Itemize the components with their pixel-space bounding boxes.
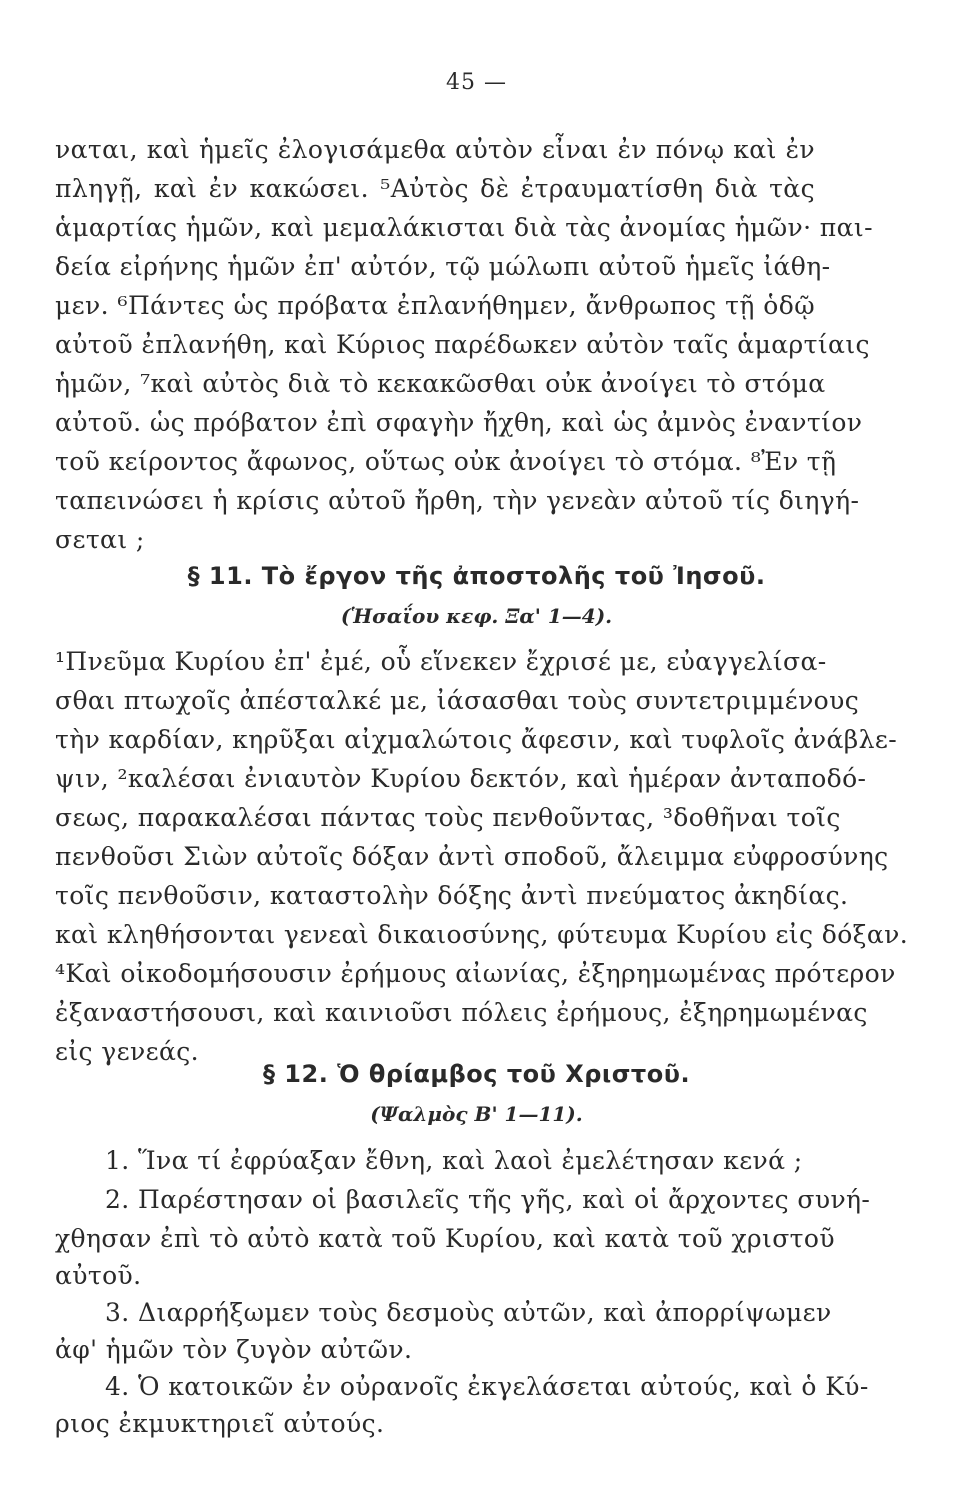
text-line: ⁴Καὶ οἰκοδομήσουσιν ἐρήμους αἰωνίας, ἐξηρημωμένας πρότερον <box>55 959 896 988</box>
text-line: ναται, καὶ ἡμεῖς ἐλογισάμεθα αὐτὸν εἶναι ἐν πόνῳ καὶ ἐν <box>55 135 815 164</box>
text-line: σεται ; <box>55 525 145 554</box>
psalm-verse: 2. Παρέστησαν οἱ βασιλεῖς τῆς γῆς, καὶ οἱ ἄρχοντες συνή- <box>105 1185 871 1214</box>
text-line: πενθοῦσι Σιὼν αὐτοῖς δόξαν ἀντὶ σποδοῦ, ἄλειμμα εὐφροσύνης <box>55 842 889 871</box>
text-line: δεία εἰρήνης ἡμῶν ἐπ' αὐτόν, τῷ μώλωπι αὐτοῦ ἡμεῖς ἰάθη- <box>55 252 831 281</box>
section-reference: (Ἡσαΐου κεφ. Ξα' 1—4). <box>340 604 613 628</box>
text-line: ἡμῶν, ⁷καὶ αὐτὸς διὰ τὸ κεκακῶσθαι οὐκ ἀνοίγει τὸ στόμα <box>55 369 826 398</box>
text-line: αὐτοῦ. <box>55 1261 142 1290</box>
section-heading: § 11. Τὸ ἔργον τῆς ἀποστολῆς τοῦ Ἰησοῦ. <box>187 562 766 590</box>
page-number: 45 — <box>446 70 507 95</box>
text-line: τὴν καρδίαν, κηρῦξαι αἰχμαλώτοις ἄφεσιν, καὶ τυφλοῖς ἀνάβλε- <box>55 725 898 754</box>
text-line: αὐτοῦ ἐπλανήθη, καὶ Κύριος παρέδωκεν αὐτὸν ταῖς ἁμαρτίαις <box>55 330 870 359</box>
psalm-verse: 4. Ὁ κατοικῶν ἐν οὐρανοῖς ἐκγελάσεται αὐτούς, καὶ ὁ Κύ- <box>105 1372 869 1401</box>
text-line: ἐξαναστήσουσι, καὶ καινιοῦσι πόλεις ἐρήμους, ἐξηρημωμένας <box>55 998 868 1027</box>
text-line: ψιν, ²καλέσαι ἐνιαυτὸν Κυρίου δεκτόν, καὶ ἡμέραν ἀνταποδό- <box>55 764 867 793</box>
text-line: ριος ἐκμυκτηριεῖ αὐτούς. <box>55 1409 385 1438</box>
text-line: χθησαν ἐπὶ τὸ αὐτὸ κατὰ τοῦ Κυρίου, καὶ κατὰ τοῦ χριστοῦ <box>55 1224 835 1253</box>
text-line: ἁμαρτίας ἡμῶν, καὶ μεμαλάκισται διὰ τὰς ἀνομίας ἡμῶν· παι- <box>55 213 873 242</box>
section-reference: (Ψαλμὸς Β' 1—11). <box>370 1102 583 1126</box>
text-line: ¹Πνεῦμα Κυρίου ἐπ' ἐμέ, οὗ εἵνεκεν ἔχρισέ με, εὐαγγελίσα- <box>55 647 827 676</box>
text-line: αὐτοῦ. ὡς πρόβατον ἐπὶ σφαγὴν ἤχθη, καὶ ὡς ἀμνὸς ἐναντίον <box>55 408 863 437</box>
text-line: σθαι πτωχοῖς ἀπέσταλκέ με, ἰάσασθαι τοὺς συντετριμμένους <box>55 686 860 715</box>
text-line: εἰς γενεάς. <box>55 1037 199 1066</box>
text-line: ταπεινώσει ἡ κρίσις αὐτοῦ ἤρθη, τὴν γενεὰν αὐτοῦ τίς διηγή- <box>55 486 860 515</box>
text-line: πληγῇ, καὶ ἐν κακώσει. ⁵Αὐτὸς δὲ ἐτραυματίσθη διὰ τὰς <box>55 174 815 203</box>
text-line: μεν. ⁶Πάντες ὡς πρόβατα ἐπλανήθημεν, ἄνθρωπος τῇ ὁδῷ <box>55 291 815 320</box>
psalm-verse: 1. Ἵνα τί ἐφρύαξαν ἔθνη, καὶ λαοὶ ἐμελέτησαν κενά ; <box>105 1146 803 1175</box>
text-line: ἀφ' ἡμῶν τὸν ζυγὸν αὐτῶν. <box>55 1335 413 1364</box>
text-line: σεως, παρακαλέσαι πάντας τοὺς πενθοῦντας, ³δοθῆναι τοῖς <box>55 803 841 832</box>
text-line: τοῖς πενθοῦσιν, καταστολὴν δόξης ἀντὶ πνεύματος ἀκηδίας. <box>55 881 849 910</box>
section-heading: § 12. Ὁ θρίαμβος τοῦ Χριστοῦ. <box>262 1060 691 1088</box>
text-line: καὶ κληθήσονται γενεαὶ δικαιοσύνης, φύτευμα Κυρίου εἰς δόξαν. <box>55 920 909 949</box>
psalm-verse: 3. Διαρρήξωμεν τοὺς δεσμοὺς αὐτῶν, καὶ ἀπορρίψωμεν <box>105 1298 832 1327</box>
text-line: τοῦ κείροντος ἄφωνος, οὕτως οὐκ ἀνοίγει τὸ στόμα. ⁸Ἐν τῇ <box>55 447 837 476</box>
